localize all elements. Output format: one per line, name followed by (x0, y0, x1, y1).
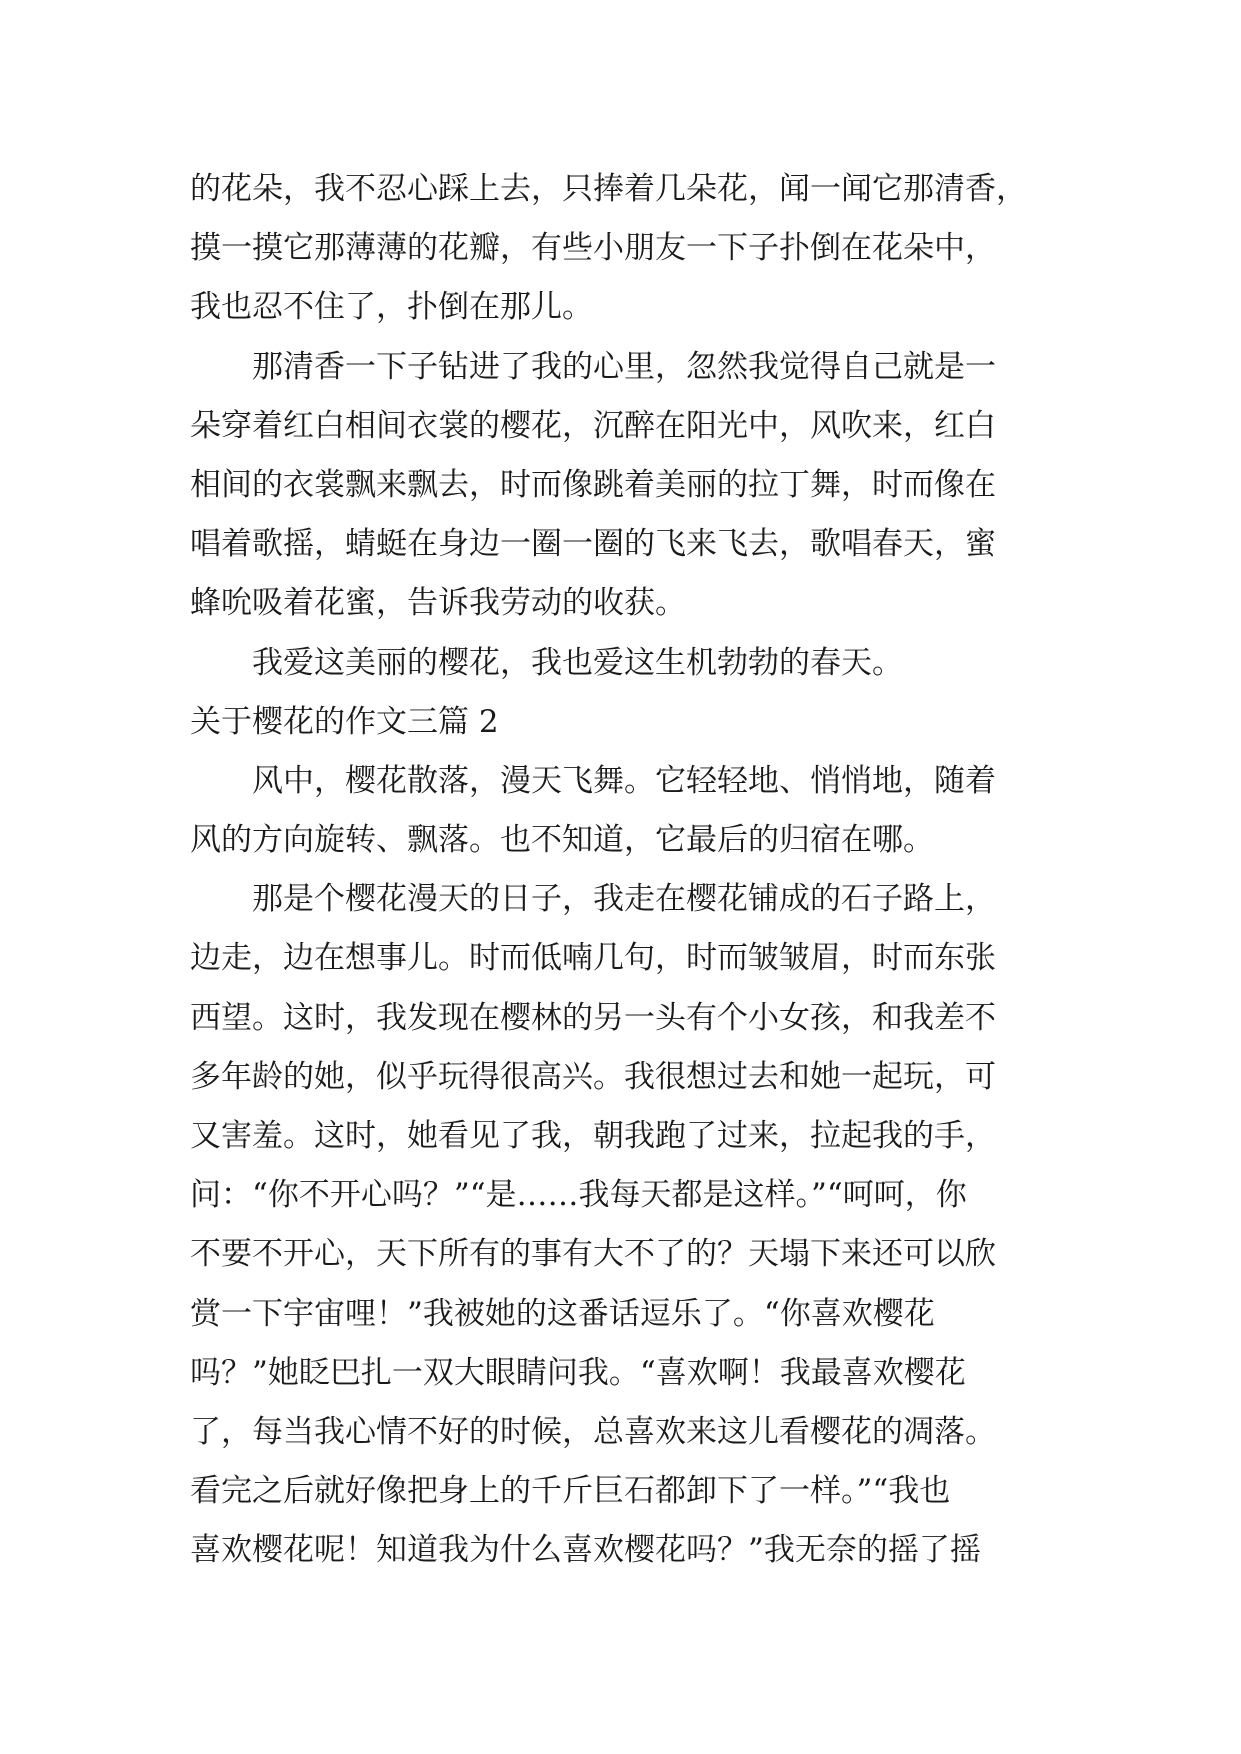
text-line: 了，每当我心情不好的时候，总喜欢来这儿看樱花的凋落。 (190, 1413, 996, 1450)
essay-body (190, 160, 1090, 1581)
text-line: 风中，樱花散落，漫天飞舞。它轻轻地、悄悄地，随着 (252, 762, 996, 799)
text-line: 看完之后就好像把身上的千斤巨石都卸下了一样。”“我也 (190, 1473, 951, 1510)
text-line: 喜欢樱花呢！知道我为什么喜欢樱花吗？”我无奈的摇了摇 (190, 1532, 981, 1569)
text-line: 朵穿着红白相间衣裳的樱花，沉醉在阳光中，风吹来，红白 (190, 407, 996, 444)
paragraph (190, 338, 1090, 634)
text-line: 相间的衣裳飘来飘去，时而像跳着美丽的拉丁舞，时而像在 (190, 466, 996, 503)
paragraph-continued (190, 160, 1090, 338)
text-line: 唱着歌摇，蜻蜓在身边一圈一圈的飞来飞去，歌唱春天，蜜 (190, 526, 996, 563)
text-line: 摸一摸它那薄薄的花瓣，有些小朋友一下子扑倒在花朵中， (190, 230, 996, 267)
text-line: 多年龄的她，似乎玩得很高兴。我很想过去和她一起玩，可 (190, 1058, 996, 1095)
text-line: 蜂吮吸着花蜜，告诉我劳动的收获。 (190, 585, 686, 622)
text-line: 我爱这美丽的樱花，我也爱这生机勃勃的春天。 (252, 644, 903, 681)
text-line: 吗？”她眨巴扎一双大眼睛问我。“喜欢啊！我最喜欢樱花 (190, 1354, 966, 1391)
text-line: 我也忍不住了，扑倒在那儿。 (190, 289, 593, 326)
text-line: 边走，边在想事儿。时而低喃几句，时而皱皱眉，时而东张 (190, 940, 996, 977)
text-line: 不要不开心，天下所有的事有大不了的？天塌下来还可以欣 (190, 1236, 996, 1273)
text-line: 风的方向旋转、飘落。也不知道，它最后的归宿在哪。 (190, 822, 934, 859)
text-line: 那清香一下子钻进了我的心里，忽然我觉得自己就是一 (252, 348, 996, 385)
text-line: 又害羞。这时，她看见了我，朝我跑了过来，拉起我的手， (190, 1118, 996, 1154)
text-line: 西望。这时，我发现在樱林的另一头有个小女孩，和我差不 (190, 999, 996, 1036)
text-line: 那是个樱花漫天的日子，我走在樱花铺成的石子路上， (252, 881, 996, 918)
paragraph (190, 870, 1090, 1580)
text-line: 问：“你不开心吗？”“是……我每天都是这样。”“呵呵，你 (190, 1177, 967, 1214)
paragraph (190, 634, 1090, 693)
paragraph (190, 752, 1090, 870)
text-line: 的花朵，我不忍心踩上去，只捧着几朵花，闻一闻它那清香， (190, 171, 1027, 207)
text-line: 赏一下宇宙哩！”我被她的这番话逗乐了。“你喜欢樱花 (190, 1295, 935, 1332)
section-heading: 关于樱花的作文三篇 2 (190, 703, 499, 740)
